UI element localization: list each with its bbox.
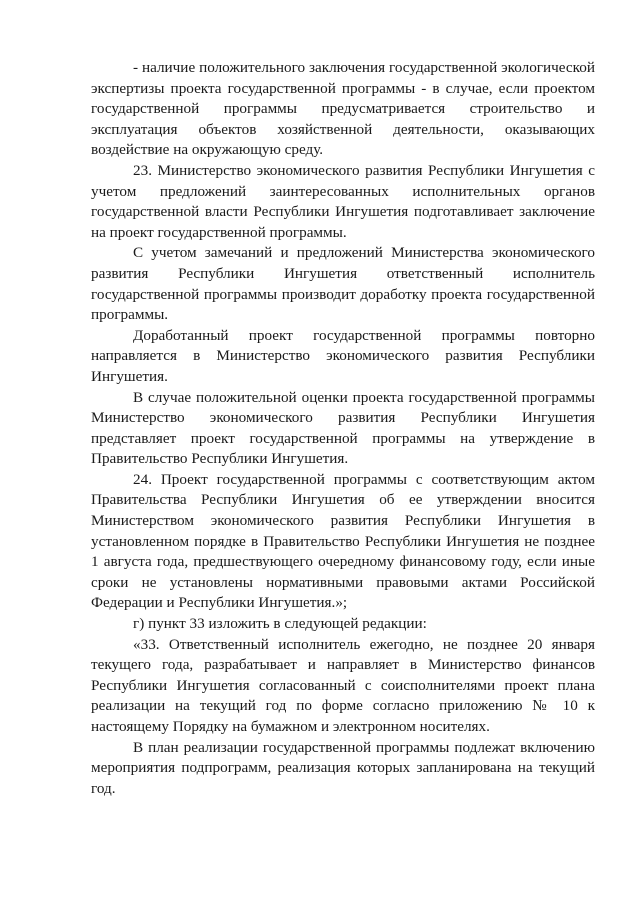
- document-body: [91, 58, 595, 799]
- paragraph-item-33: «33. Ответственный исполнитель ежегодно, не позднее 20 января текущего года, разрабатывает и направляет в Министерство финансов Республики Ингушетия согласованный с соисполнителями проект плана реализации на текущий год по форме согласно приложению № 10 к настоящему Порядку на бумажном и электронном носителях.: [91, 635, 595, 735]
- paragraph-amendment-point-g: г) пункт 33 изложить в следующей редакции:: [133, 615, 427, 633]
- paragraph-resubmission: Доработанный проект государственной программы повторно направляется в Министерство экономического развития Республики Ингушетия.: [91, 326, 595, 385]
- paragraph-positive-evaluation: В случае положительной оценки проекта государственной программы Министерство экономического развития Республики Ингушетия представляет проект государственной программы на утверждение в Правительство Республики Ингушетия.: [91, 388, 595, 468]
- paragraph-ecological-expertise: - наличие положительного заключения государственной экологической экспертизы проекта государственной программы - в случае, если проектом государственной программы предусматривается строительство и эксплуатация объектов хозяйственной деятельности, оказывающих воздействие на окружающую среду.: [91, 59, 595, 159]
- paragraph-item-24: 24. Проект государственной программы с соответствующим актом Правительства Республики Ингушетия об ее утверждении вносится Министерством экономического развития Республики Ингушетия в установленном порядке в Правительство Республики Ингушетия не позднее 1 августа года, предшествующего очередному финансовому году, если иные сроки не установлены нормативными правовыми актами Российской Федерации и Республики Ингушетия.»;: [91, 470, 595, 612]
- paragraph-revision: С учетом замечаний и предложений Министерства экономического развития Республики Ингушетия ответственный исполнитель государственной программы производит доработку проекта государственной программы.: [91, 244, 595, 324]
- paragraph-plan-contents: В план реализации государственной программы подлежат включению мероприятия подпрограмм, реализация которых запланирована на текущий год.: [91, 738, 595, 797]
- paragraph-item-23: 23. Министерство экономического развития Республики Ингушетия с учетом предложений заинтересованных исполнительных органов государственной власти Республики Ингушетия подготавливает заключение на проект государственной программы.: [91, 161, 595, 241]
